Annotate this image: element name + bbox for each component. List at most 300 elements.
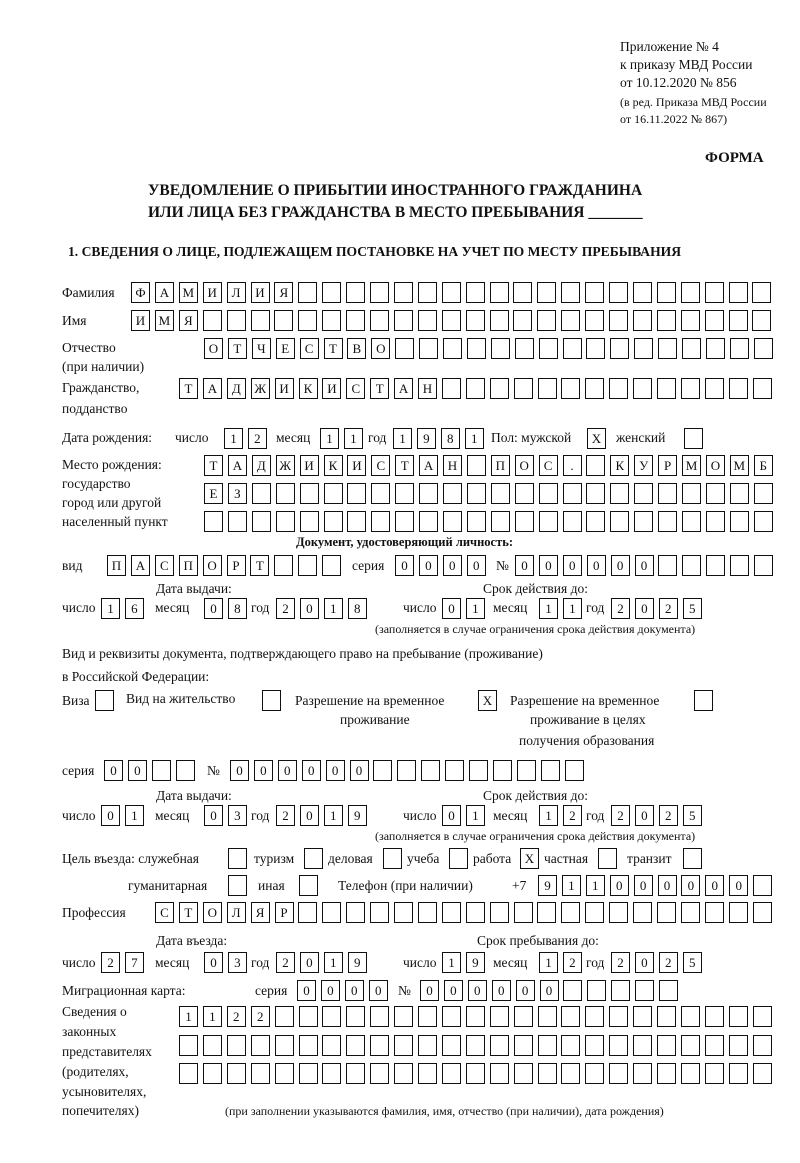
char-box[interactable] [610, 483, 629, 504]
char-box[interactable] [252, 483, 271, 504]
char-box[interactable]: 2 [276, 805, 295, 826]
char-box[interactable]: А [131, 555, 150, 576]
char-box[interactable] [370, 1035, 389, 1056]
char-box[interactable]: 0 [321, 980, 340, 1001]
char-box[interactable]: И [275, 378, 294, 399]
char-box[interactable] [227, 1035, 246, 1056]
char-box[interactable] [754, 338, 773, 359]
char-box[interactable] [466, 902, 485, 923]
char-box[interactable]: 1 [466, 598, 485, 619]
char-box[interactable]: Ч [252, 338, 271, 359]
char-box[interactable]: С [155, 555, 174, 576]
char-box[interactable]: 1 [101, 598, 120, 619]
char-box[interactable] [514, 902, 533, 923]
char-box[interactable]: 0 [326, 760, 345, 781]
char-box[interactable] [683, 848, 702, 869]
char-box[interactable] [585, 282, 604, 303]
char-box[interactable] [705, 1063, 724, 1084]
char-box[interactable]: 0 [104, 760, 123, 781]
char-box[interactable]: 2 [563, 952, 582, 973]
char-box[interactable] [322, 902, 341, 923]
char-box[interactable] [491, 338, 510, 359]
char-box[interactable]: 5 [683, 805, 702, 826]
char-box[interactable] [322, 1063, 341, 1084]
char-box[interactable] [442, 282, 461, 303]
char-box[interactable] [397, 760, 416, 781]
char-box[interactable] [752, 282, 771, 303]
char-box[interactable]: А [155, 282, 174, 303]
char-box[interactable] [179, 1035, 198, 1056]
char-box[interactable] [176, 760, 195, 781]
char-box[interactable] [657, 1063, 676, 1084]
char-box[interactable] [609, 378, 628, 399]
char-box[interactable]: И [203, 282, 222, 303]
char-box[interactable] [753, 1063, 772, 1084]
char-box[interactable] [346, 1063, 365, 1084]
char-box[interactable] [585, 1035, 604, 1056]
char-box[interactable] [322, 555, 341, 576]
char-box[interactable]: Т [370, 378, 389, 399]
char-box[interactable]: И [300, 455, 319, 476]
char-box[interactable] [561, 902, 580, 923]
char-box[interactable] [515, 338, 534, 359]
char-box[interactable]: В [347, 338, 366, 359]
char-box[interactable]: М [155, 310, 174, 331]
char-box[interactable]: 0 [468, 980, 487, 1001]
char-box[interactable] [419, 483, 438, 504]
char-box[interactable] [466, 310, 485, 331]
char-box[interactable] [563, 483, 582, 504]
char-box[interactable] [515, 483, 534, 504]
char-box[interactable] [541, 760, 560, 781]
char-box[interactable] [609, 310, 628, 331]
char-box[interactable] [609, 1006, 628, 1027]
char-box[interactable]: Я [179, 310, 198, 331]
char-box[interactable] [517, 760, 536, 781]
char-box[interactable] [609, 902, 628, 923]
char-box[interactable]: 0 [635, 598, 654, 619]
char-box[interactable] [514, 1063, 533, 1084]
char-box[interactable]: 1 [224, 428, 243, 449]
char-box[interactable] [442, 902, 461, 923]
char-box[interactable]: О [203, 902, 222, 923]
char-box[interactable] [563, 980, 582, 1001]
char-box[interactable] [371, 483, 390, 504]
char-box[interactable] [324, 483, 343, 504]
char-box[interactable]: Е [204, 483, 223, 504]
char-box[interactable]: О [203, 555, 222, 576]
char-box[interactable]: 0 [610, 875, 629, 896]
char-box[interactable]: 2 [659, 598, 678, 619]
char-box[interactable]: Т [179, 902, 198, 923]
char-box[interactable] [466, 1063, 485, 1084]
char-box[interactable]: 0 [345, 980, 364, 1001]
char-box[interactable]: П [107, 555, 126, 576]
char-box[interactable]: 2 [248, 428, 267, 449]
char-box[interactable] [657, 902, 676, 923]
char-box[interactable]: 0 [369, 980, 388, 1001]
char-box[interactable] [490, 902, 509, 923]
char-box[interactable] [204, 511, 223, 532]
char-box[interactable] [347, 483, 366, 504]
char-box[interactable] [491, 511, 510, 532]
char-box[interactable]: 2 [659, 952, 678, 973]
char-box[interactable] [418, 310, 437, 331]
char-box[interactable]: М [730, 455, 749, 476]
char-box[interactable]: 0 [540, 980, 559, 1001]
char-box[interactable] [610, 338, 629, 359]
char-box[interactable]: Н [443, 455, 462, 476]
char-box[interactable]: А [394, 378, 413, 399]
char-box[interactable]: 0 [443, 555, 462, 576]
char-box[interactable]: Т [179, 378, 198, 399]
char-box[interactable] [729, 1006, 748, 1027]
char-box[interactable] [262, 690, 281, 711]
char-box[interactable] [228, 848, 247, 869]
char-box[interactable] [657, 310, 676, 331]
char-box[interactable] [370, 310, 389, 331]
char-box[interactable]: 6 [125, 598, 144, 619]
char-box[interactable] [467, 483, 486, 504]
char-box[interactable]: 0 [419, 555, 438, 576]
char-box[interactable]: 0 [658, 875, 677, 896]
char-box[interactable] [491, 483, 510, 504]
char-box[interactable] [561, 310, 580, 331]
char-box[interactable] [383, 848, 402, 869]
char-box[interactable]: 2 [276, 598, 295, 619]
char-box[interactable]: А [419, 455, 438, 476]
char-box[interactable] [322, 310, 341, 331]
char-box[interactable]: 9 [538, 875, 557, 896]
char-box[interactable] [585, 310, 604, 331]
char-box[interactable]: 0 [297, 980, 316, 1001]
char-box[interactable] [633, 378, 652, 399]
char-box[interactable]: И [347, 455, 366, 476]
char-box[interactable]: 7 [125, 952, 144, 973]
char-box[interactable]: 1 [465, 428, 484, 449]
char-box[interactable] [706, 511, 725, 532]
char-box[interactable] [681, 1035, 700, 1056]
char-box[interactable] [634, 483, 653, 504]
char-box[interactable]: С [371, 455, 390, 476]
char-box[interactable] [659, 980, 678, 1001]
char-box[interactable]: 0 [634, 875, 653, 896]
char-box[interactable]: 8 [348, 598, 367, 619]
char-box[interactable] [299, 1035, 318, 1056]
char-box[interactable] [394, 1035, 413, 1056]
char-box[interactable] [705, 902, 724, 923]
char-box[interactable] [324, 511, 343, 532]
char-box[interactable] [276, 483, 295, 504]
char-box[interactable]: Ж [276, 455, 295, 476]
char-box[interactable] [705, 378, 724, 399]
char-box[interactable]: 1 [203, 1006, 222, 1027]
char-box[interactable]: 0 [635, 952, 654, 973]
char-box[interactable]: Т [250, 555, 269, 576]
char-box[interactable]: 3 [228, 952, 247, 973]
char-box[interactable]: 0 [300, 598, 319, 619]
char-box[interactable] [251, 310, 270, 331]
char-box[interactable]: 1 [539, 952, 558, 973]
char-box[interactable] [633, 1006, 652, 1027]
char-box[interactable]: 0 [611, 555, 630, 576]
char-box[interactable]: П [179, 555, 198, 576]
char-box[interactable]: 5 [683, 598, 702, 619]
char-box[interactable]: 8 [441, 428, 460, 449]
char-box[interactable] [539, 338, 558, 359]
char-box[interactable]: Н [418, 378, 437, 399]
char-box[interactable]: И [131, 310, 150, 331]
char-box[interactable]: 0 [444, 980, 463, 1001]
char-box[interactable] [467, 455, 486, 476]
char-box[interactable] [585, 1006, 604, 1027]
char-box[interactable]: 0 [681, 875, 700, 896]
char-box[interactable] [754, 511, 773, 532]
char-box[interactable] [514, 1035, 533, 1056]
char-box[interactable] [371, 511, 390, 532]
char-box[interactable] [538, 1035, 557, 1056]
char-box[interactable] [304, 848, 323, 869]
char-box[interactable] [298, 310, 317, 331]
char-box[interactable] [706, 483, 725, 504]
char-box[interactable] [658, 338, 677, 359]
char-box[interactable] [657, 1035, 676, 1056]
char-box[interactable] [442, 378, 461, 399]
char-box[interactable] [634, 511, 653, 532]
char-box[interactable] [347, 511, 366, 532]
char-box[interactable]: 5 [683, 952, 702, 973]
char-box[interactable]: 0 [516, 980, 535, 1001]
char-box[interactable] [490, 310, 509, 331]
char-box[interactable] [598, 848, 617, 869]
char-box[interactable]: К [324, 455, 343, 476]
char-box[interactable] [684, 428, 703, 449]
char-box[interactable] [276, 511, 295, 532]
char-box[interactable] [706, 555, 725, 576]
char-box[interactable] [228, 511, 247, 532]
char-box[interactable]: Т [324, 338, 343, 359]
char-box[interactable] [585, 378, 604, 399]
char-box[interactable]: Р [227, 555, 246, 576]
char-box[interactable] [682, 555, 701, 576]
char-box[interactable] [467, 338, 486, 359]
char-box[interactable] [635, 980, 654, 1001]
char-box[interactable]: О [706, 455, 725, 476]
char-box[interactable]: 0 [204, 598, 223, 619]
char-box[interactable] [179, 1063, 198, 1084]
char-box[interactable] [753, 875, 772, 896]
char-box[interactable] [394, 902, 413, 923]
char-box[interactable] [370, 902, 389, 923]
char-box[interactable] [587, 980, 606, 1001]
char-box[interactable] [443, 483, 462, 504]
char-box[interactable]: О [371, 338, 390, 359]
char-box[interactable] [634, 338, 653, 359]
char-box[interactable] [730, 555, 749, 576]
char-box[interactable] [322, 1035, 341, 1056]
char-box[interactable] [563, 338, 582, 359]
char-box[interactable] [611, 980, 630, 1001]
char-box[interactable] [469, 760, 488, 781]
char-box[interactable] [449, 848, 468, 869]
char-box[interactable] [586, 511, 605, 532]
char-box[interactable] [609, 282, 628, 303]
char-box[interactable] [490, 282, 509, 303]
char-box[interactable] [609, 1035, 628, 1056]
char-box[interactable] [657, 282, 676, 303]
char-box[interactable]: 2 [611, 952, 630, 973]
char-box[interactable]: 8 [228, 598, 247, 619]
char-box[interactable] [466, 1006, 485, 1027]
char-box[interactable]: С [155, 902, 174, 923]
char-box[interactable]: 1 [320, 428, 339, 449]
char-box[interactable] [445, 760, 464, 781]
char-box[interactable]: 2 [101, 952, 120, 973]
char-box[interactable]: X [478, 690, 497, 711]
char-box[interactable] [681, 1006, 700, 1027]
char-box[interactable] [346, 902, 365, 923]
char-box[interactable]: Я [274, 282, 293, 303]
char-box[interactable] [346, 1035, 365, 1056]
char-box[interactable] [753, 1006, 772, 1027]
char-box[interactable] [633, 310, 652, 331]
char-box[interactable]: У [634, 455, 653, 476]
char-box[interactable] [513, 310, 532, 331]
char-box[interactable] [681, 282, 700, 303]
char-box[interactable]: 0 [442, 805, 461, 826]
char-box[interactable] [275, 1063, 294, 1084]
char-box[interactable] [514, 378, 533, 399]
char-box[interactable] [658, 555, 677, 576]
char-box[interactable] [346, 310, 365, 331]
char-box[interactable] [565, 760, 584, 781]
char-box[interactable] [657, 378, 676, 399]
char-box[interactable]: 3 [228, 805, 247, 826]
char-box[interactable]: X [520, 848, 539, 869]
char-box[interactable] [442, 310, 461, 331]
char-box[interactable]: Д [227, 378, 246, 399]
char-box[interactable] [395, 483, 414, 504]
char-box[interactable]: 0 [350, 760, 369, 781]
char-box[interactable] [490, 378, 509, 399]
char-box[interactable]: 1 [125, 805, 144, 826]
char-box[interactable]: 1 [324, 805, 343, 826]
char-box[interactable] [419, 338, 438, 359]
char-box[interactable]: 0 [539, 555, 558, 576]
char-box[interactable]: 0 [635, 805, 654, 826]
char-box[interactable] [681, 902, 700, 923]
char-box[interactable] [418, 1063, 437, 1084]
char-box[interactable] [705, 282, 724, 303]
char-box[interactable] [227, 1063, 246, 1084]
char-box[interactable] [418, 282, 437, 303]
char-box[interactable] [706, 338, 725, 359]
char-box[interactable]: Я [251, 902, 270, 923]
char-box[interactable]: 1 [324, 598, 343, 619]
char-box[interactable] [395, 338, 414, 359]
char-box[interactable]: 2 [227, 1006, 246, 1027]
char-box[interactable] [729, 378, 748, 399]
char-box[interactable]: 1 [563, 598, 582, 619]
char-box[interactable] [274, 555, 293, 576]
char-box[interactable]: 2 [276, 952, 295, 973]
char-box[interactable]: К [610, 455, 629, 476]
char-box[interactable]: Д [252, 455, 271, 476]
char-box[interactable] [394, 1006, 413, 1027]
char-box[interactable]: Т [228, 338, 247, 359]
char-box[interactable] [561, 378, 580, 399]
char-box[interactable]: 1 [539, 805, 558, 826]
char-box[interactable]: Е [276, 338, 295, 359]
char-box[interactable]: 9 [466, 952, 485, 973]
char-box[interactable]: И [322, 378, 341, 399]
char-box[interactable] [370, 1063, 389, 1084]
char-box[interactable]: 0 [420, 980, 439, 1001]
char-box[interactable] [394, 310, 413, 331]
char-box[interactable]: Ф [131, 282, 150, 303]
char-box[interactable]: 1 [179, 1006, 198, 1027]
char-box[interactable] [694, 690, 713, 711]
char-box[interactable]: 9 [348, 952, 367, 973]
char-box[interactable] [442, 1035, 461, 1056]
char-box[interactable]: 2 [659, 805, 678, 826]
char-box[interactable]: О [515, 455, 534, 476]
char-box[interactable] [538, 378, 557, 399]
char-box[interactable] [609, 1063, 628, 1084]
char-box[interactable] [729, 1035, 748, 1056]
char-box[interactable] [300, 483, 319, 504]
char-box[interactable]: 1 [466, 805, 485, 826]
char-box[interactable]: Ж [251, 378, 270, 399]
char-box[interactable]: X [587, 428, 606, 449]
char-box[interactable] [322, 282, 341, 303]
char-box[interactable] [730, 338, 749, 359]
char-box[interactable]: Л [227, 902, 246, 923]
char-box[interactable] [467, 511, 486, 532]
char-box[interactable]: 2 [563, 805, 582, 826]
char-box[interactable] [298, 902, 317, 923]
char-box[interactable] [300, 511, 319, 532]
char-box[interactable]: 1 [344, 428, 363, 449]
char-box[interactable] [299, 1063, 318, 1084]
char-box[interactable] [203, 1035, 222, 1056]
char-box[interactable] [298, 555, 317, 576]
char-box[interactable] [633, 902, 652, 923]
char-box[interactable] [346, 282, 365, 303]
char-box[interactable]: А [228, 455, 247, 476]
char-box[interactable] [657, 1006, 676, 1027]
char-box[interactable]: 0 [705, 875, 724, 896]
char-box[interactable]: 0 [563, 555, 582, 576]
char-box[interactable] [274, 310, 293, 331]
char-box[interactable] [753, 1035, 772, 1056]
char-box[interactable] [754, 483, 773, 504]
char-box[interactable]: Т [395, 455, 414, 476]
char-box[interactable]: 0 [587, 555, 606, 576]
char-box[interactable] [586, 483, 605, 504]
char-box[interactable]: 0 [492, 980, 511, 1001]
char-box[interactable] [203, 310, 222, 331]
char-box[interactable]: 0 [128, 760, 147, 781]
char-box[interactable]: О [204, 338, 223, 359]
char-box[interactable] [418, 1035, 437, 1056]
char-box[interactable]: 1 [324, 952, 343, 973]
char-box[interactable] [152, 760, 171, 781]
char-box[interactable] [251, 1035, 270, 1056]
char-box[interactable] [539, 483, 558, 504]
char-box[interactable] [681, 1063, 700, 1084]
char-box[interactable] [275, 1006, 294, 1027]
